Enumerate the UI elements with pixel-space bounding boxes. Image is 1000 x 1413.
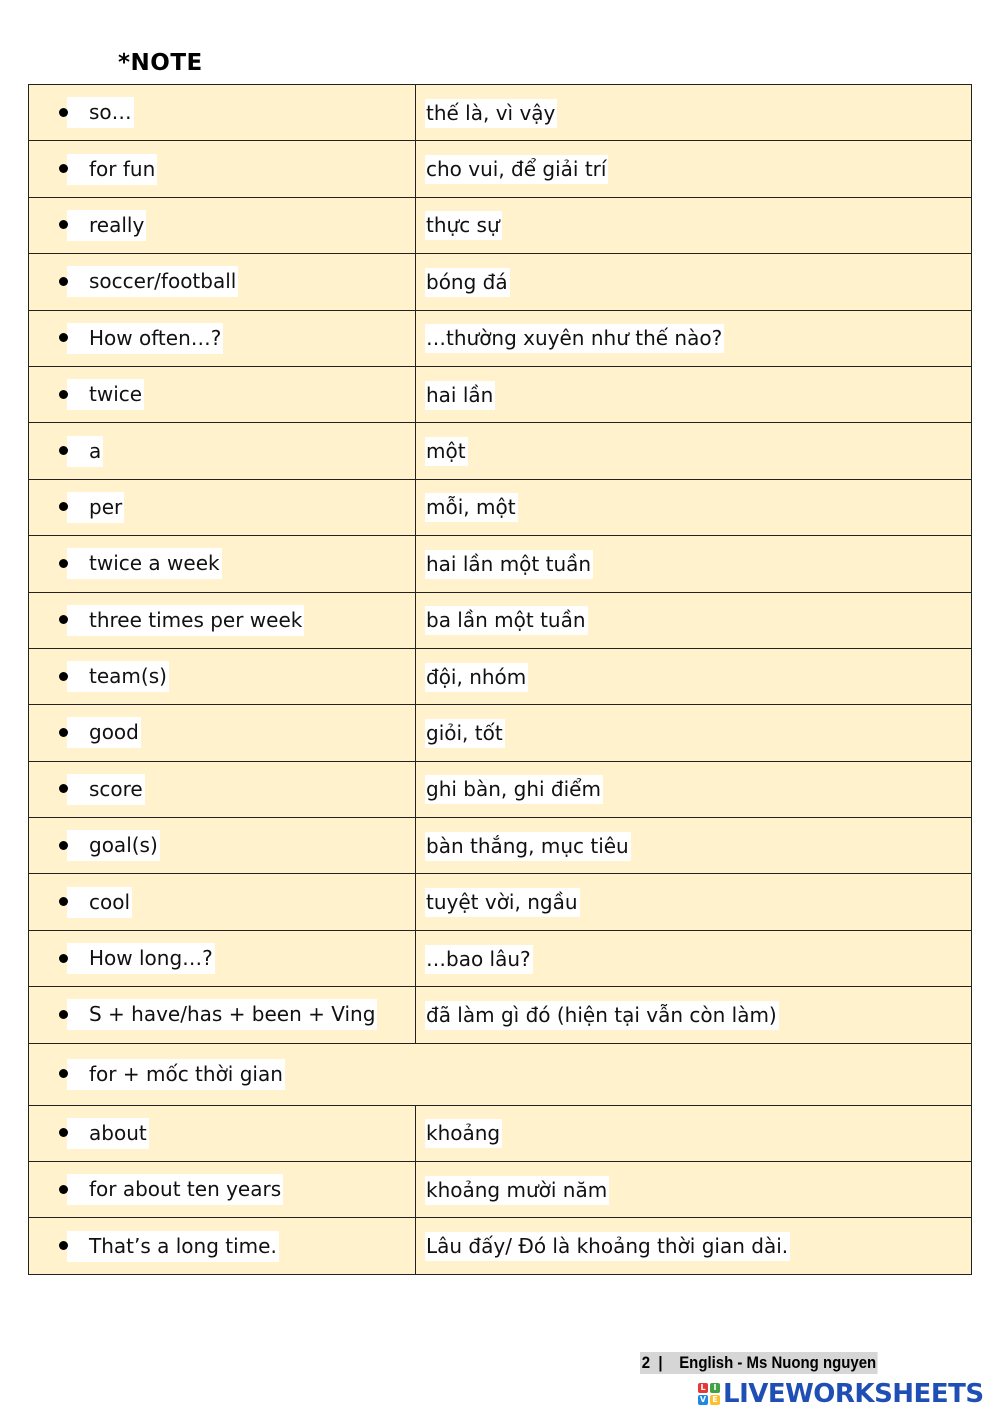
term-wrapper — [67, 154, 157, 185]
table-row — [29, 141, 972, 197]
term-text: team(s) — [89, 664, 167, 689]
table-row — [29, 254, 972, 310]
term-text: twice a week — [89, 551, 220, 576]
bullet-icon — [59, 333, 68, 342]
bullet-icon — [59, 502, 68, 511]
term-cell — [29, 479, 416, 535]
meaning-text: khoảng — [425, 1119, 502, 1148]
meaning-cell — [416, 592, 972, 648]
meaning-cell — [416, 761, 972, 817]
table-row — [29, 423, 972, 479]
term-cell — [29, 987, 416, 1043]
meaning-cell — [416, 423, 972, 479]
table-row — [29, 479, 972, 535]
term-text: score — [89, 776, 143, 801]
meaning-cell — [416, 85, 972, 141]
term-cell — [29, 197, 416, 253]
bullet-icon — [59, 897, 68, 906]
bullet-icon — [59, 1128, 68, 1137]
term-wrapper — [67, 1118, 149, 1149]
table-row — [29, 930, 972, 986]
meaning-cell — [416, 254, 972, 310]
bullet-icon — [59, 1185, 68, 1194]
meaning-cell — [416, 310, 972, 366]
term-text: How long…? — [89, 946, 213, 971]
meaning-text: bàn thắng, mục tiêu — [425, 832, 631, 861]
bullet-icon — [59, 1010, 68, 1019]
term-wrapper — [67, 97, 134, 128]
term-cell — [29, 536, 416, 592]
meaning-text: …bao lâu? — [425, 945, 533, 974]
logo-letter: E — [710, 1395, 720, 1405]
meaning-text: ba lần một tuần — [425, 606, 588, 635]
table-row — [29, 648, 972, 704]
meaning-text: đã làm gì đó (hiện tại vẫn còn làm) — [425, 1001, 779, 1030]
meaning-text: khoảng mười năm — [425, 1176, 609, 1205]
meaning-text: đội, nhóm — [425, 663, 528, 692]
bullet-icon — [59, 1069, 68, 1078]
bullet-icon — [59, 559, 68, 568]
term-text: That’s a long time. — [89, 1233, 277, 1258]
meaning-cell — [416, 366, 972, 422]
meaning-text: bóng đá — [425, 268, 510, 297]
meaning-text: Lâu đấy/ Đó là khoảng thời gian dài. — [425, 1232, 790, 1261]
meaning-text: cho vui, để giải trí — [425, 155, 608, 184]
table-row — [29, 536, 972, 592]
table-row-merged — [29, 1043, 972, 1105]
table-row — [29, 874, 972, 930]
term-cell — [29, 930, 416, 986]
term-text: for + mốc thời gian — [89, 1061, 283, 1086]
bullet-icon — [59, 1241, 68, 1250]
meaning-cell — [416, 1162, 972, 1218]
term-text: really — [89, 212, 145, 237]
meaning-text: ghi bàn, ghi điểm — [425, 775, 603, 804]
meaning-cell — [416, 479, 972, 535]
term-wrapper — [67, 1174, 283, 1205]
logo-letter: V — [699, 1395, 707, 1404]
liveworksheets-logo[interactable] — [698, 1378, 984, 1410]
term-text: for about ten years — [89, 1177, 282, 1202]
term-wrapper — [67, 1059, 285, 1090]
term-wrapper — [67, 379, 144, 410]
term-cell — [29, 254, 416, 310]
bullet-icon — [59, 728, 68, 737]
bullet-icon — [59, 954, 68, 963]
term-cell — [29, 141, 416, 197]
liveworksheets-logo-icon — [698, 1383, 720, 1405]
term-wrapper — [67, 830, 160, 861]
meaning-cell — [416, 987, 972, 1043]
term-text: S + have/has + been + Ving — [89, 1002, 376, 1027]
term-wrapper — [67, 323, 223, 354]
meaning-cell — [416, 536, 972, 592]
bullet-icon — [59, 277, 68, 286]
table-row — [29, 592, 972, 648]
meaning-cell — [416, 705, 972, 761]
meaning-cell — [416, 197, 972, 253]
meaning-text: hai lần — [425, 381, 495, 410]
term-cell — [29, 874, 416, 930]
bullet-icon — [59, 164, 68, 173]
note-heading: *NOTE — [118, 50, 203, 76]
term-cell — [29, 1162, 416, 1218]
meaning-text: hai lần một tuần — [425, 550, 593, 579]
term-text: about — [89, 1120, 147, 1145]
term-cell — [29, 1043, 972, 1105]
table-row — [29, 818, 972, 874]
meaning-text: giỏi, tốt — [425, 719, 505, 748]
term-wrapper — [67, 1231, 279, 1262]
meaning-text: thế là, vì vậy — [425, 99, 557, 128]
bullet-icon — [59, 390, 68, 399]
meaning-cell — [416, 141, 972, 197]
bullet-icon — [59, 784, 68, 793]
term-wrapper — [67, 492, 124, 523]
term-cell — [29, 648, 416, 704]
vocabulary-table — [28, 84, 972, 1275]
table-row — [29, 310, 972, 366]
page-footer: 2 | English - Ms Nuong nguyen — [641, 1353, 877, 1372]
term-wrapper — [67, 436, 103, 467]
term-wrapper — [67, 266, 238, 297]
bullet-icon — [59, 672, 68, 681]
term-wrapper — [67, 943, 215, 974]
table-row — [29, 1162, 972, 1218]
term-wrapper — [67, 887, 132, 918]
table-row — [29, 987, 972, 1043]
meaning-cell — [416, 1218, 972, 1274]
term-wrapper — [67, 210, 146, 241]
table-row — [29, 705, 972, 761]
term-wrapper — [67, 774, 145, 805]
bullet-icon — [59, 446, 68, 455]
logo-letter: I — [710, 1383, 720, 1393]
meaning-cell — [416, 648, 972, 704]
term-text: goal(s) — [89, 833, 158, 858]
term-cell — [29, 818, 416, 874]
term-cell — [29, 1105, 416, 1161]
bullet-icon — [59, 615, 68, 624]
vocabulary-table-body — [29, 85, 972, 1275]
table-row — [29, 761, 972, 817]
term-text: cool — [89, 889, 131, 914]
table-row — [29, 366, 972, 422]
term-wrapper — [67, 999, 377, 1030]
meaning-cell — [416, 874, 972, 930]
meaning-cell — [416, 1105, 972, 1161]
term-text: so… — [89, 100, 132, 125]
term-text: a — [89, 438, 102, 463]
bullet-icon — [59, 220, 68, 229]
meaning-cell — [416, 930, 972, 986]
term-wrapper — [67, 661, 169, 692]
term-cell — [29, 366, 416, 422]
table-row — [29, 1105, 972, 1161]
term-cell — [29, 85, 416, 141]
table-row — [29, 85, 972, 141]
bullet-icon — [59, 841, 68, 850]
term-text: per — [89, 494, 123, 519]
meaning-text: …thường xuyên như thế nào? — [425, 324, 724, 353]
term-cell — [29, 761, 416, 817]
term-text: How often…? — [89, 325, 222, 350]
liveworksheets-logo-text: LIVEWORKSHEETS — [723, 1379, 984, 1409]
term-cell — [29, 423, 416, 479]
term-wrapper — [67, 717, 141, 748]
table-row — [29, 1218, 972, 1274]
term-cell — [29, 1218, 416, 1274]
term-text: good — [89, 720, 139, 745]
term-cell — [29, 592, 416, 648]
term-cell — [29, 705, 416, 761]
term-text: three times per week — [89, 607, 303, 632]
meaning-text: thực sự — [425, 211, 502, 240]
term-text: soccer/football — [89, 269, 237, 294]
term-text: twice — [89, 382, 143, 407]
meaning-text: mỗi, một — [425, 493, 518, 522]
logo-letter: L — [698, 1383, 708, 1393]
term-cell — [29, 310, 416, 366]
table-row — [29, 197, 972, 253]
bullet-icon — [59, 108, 68, 117]
term-wrapper — [67, 605, 304, 636]
meaning-text: tuyệt vời, ngầu — [425, 888, 580, 917]
meaning-cell — [416, 818, 972, 874]
term-text: for fun — [89, 156, 156, 181]
term-wrapper — [67, 548, 222, 579]
meaning-text: một — [425, 437, 468, 466]
